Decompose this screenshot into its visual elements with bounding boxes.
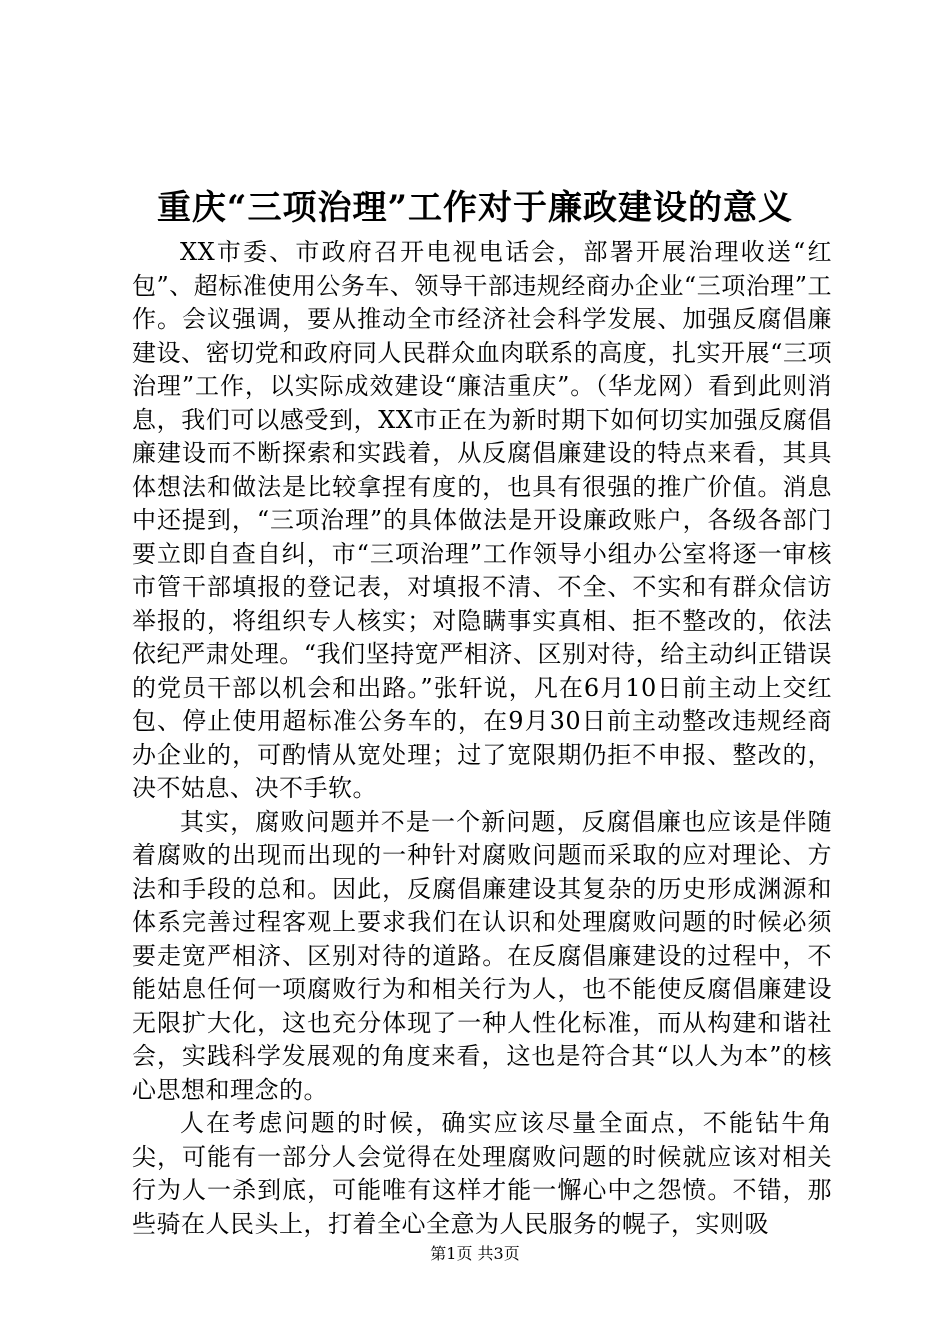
paragraph-1: XX市委、市政府召开电视电话会，部署开展治理收送“红包”、超标准使用公务车、领导干部违规经商办企业“三项治理”工作。会议强调，要从推动全市经济社会科学发展、加强反腐倡廉建设、密切党和政府同人民群众血肉联系的高度，扎实开展“三项治理”工作，以实际成效建设“廉洁重庆”。（华龙网）看到此则消息，我们可以感受到，XX市正在为新时期下如何切实加强反腐倡廉建设而不断探索和实践着，从反腐倡廉建设的特点来看，其具体想法和做法是比较拿捏有度的，也具有很强的推广价值。消息中还提到，“三项治理”的具体做法是开设廉政账户，各级各部门要立即自查自纠，市“三项治理”工作领导小组办公室将逐一审核市管干部填报的登记表，对填报不清、不全、不实和有群众信访举报的，将组织专人核实；对隐瞒事实真相、拒不整改的，依法依纪严肃处理。“我们坚持宽严相济、区别对待，给主动纠正错误的党员干部以机会和出路。”张轩说，凡在6月10日前主动上交红包、停止使用超标准公务车的，在9月30日前主动整改违规经商办企业的，可酌情从宽处理；过了宽限期仍拒不申报、整改的，决不姑息、决不手软。 [132,238,832,802]
page-number-footer: 第1页 共3页 [430,1244,520,1263]
document-body [132,236,832,1241]
document-title: 重庆“三项治理”工作对于廉政建设的意义 [156,188,794,228]
paragraph-2: 其实，腐败问题并不是一个新问题，反腐倡廉也应该是伴随着腐败的出现而出现的一种针对腐败问题而采取的应对理论、方法和手段的总和。因此，反腐倡廉建设其复杂的历史形成渊源和体系完善过程客观上要求我们在认识和处理腐败问题的时候必须要走宽严相济、区别对待的道路。在反腐倡廉建设的过程中，不能姑息任何一项腐败行为和相关行为人，也不能使反腐倡廉建设无限扩大化，这也充分体现了一种人性化标准，而从构建和谐社会，实践科学发展观的角度来看，这也是符合其“以人为本”的核心思想和理念的。 [132,807,832,1104]
paragraph-3: 人在考虑问题的时候，确实应该尽量全面点，不能钻牛角尖，可能有一部分人会觉得在处理腐败问题的时候就应该对相关行为人一杀到底，可能唯有这样才能一懈心中之怨愤。不错，那些骑在人民头上，打着全心全意为人民服务的幌子，实则吸 [132,1109,832,1238]
